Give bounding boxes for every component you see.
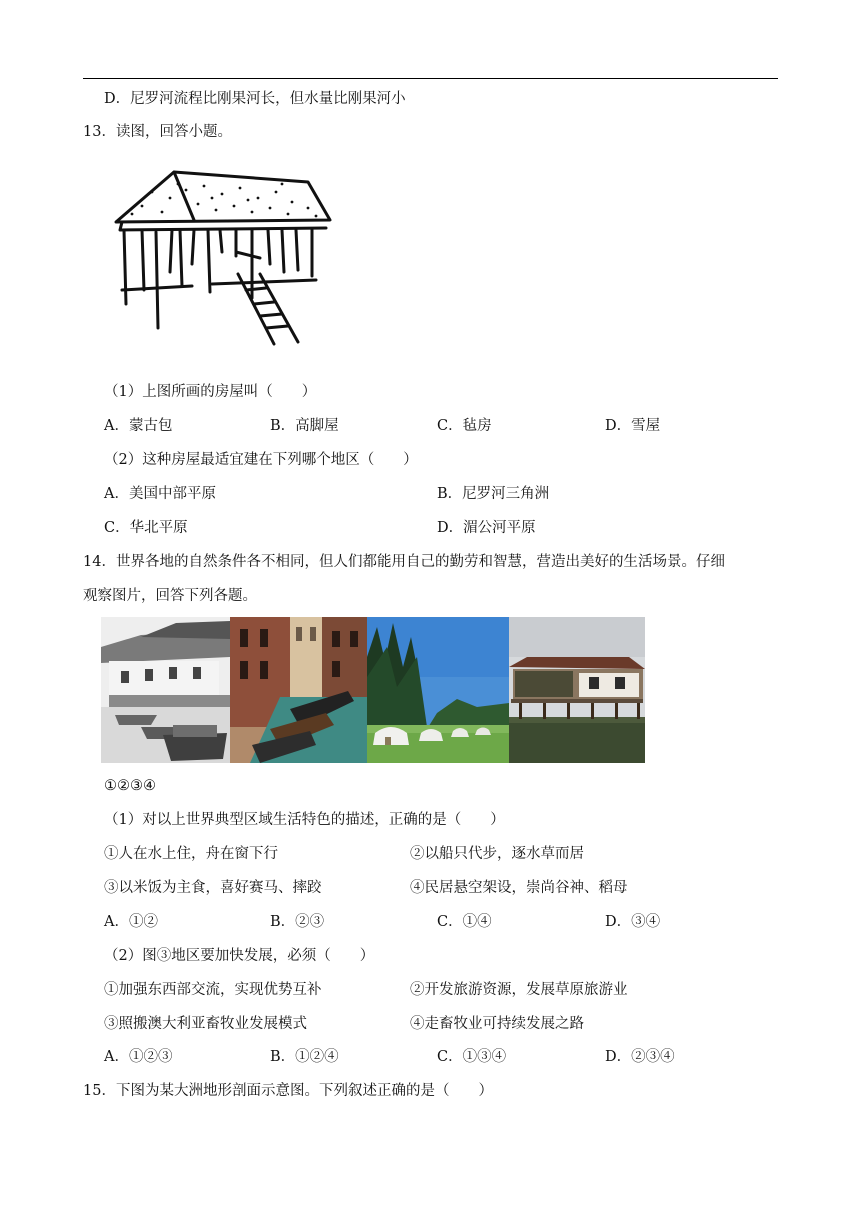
q15-stem: 15．下图为某大洲地形剖面示意图。下列叙述正确的是（ ）: [83, 1083, 493, 1099]
q14-sub1-statement-1: ①人在水上住，舟在窗下行: [104, 846, 278, 862]
q14-sub1-option-d: D．③④: [605, 914, 661, 930]
q14-sub1-option-a: A．①②: [104, 914, 158, 930]
q14-sub1-statement-4: ④民居悬空架设，崇尚谷神、稻母: [410, 880, 628, 896]
q13-sub2-prompt: （2）这种房屋最适宜建在下列哪个地区（ ）: [104, 452, 418, 468]
q14-sub2-option-c: C．①③④: [437, 1049, 507, 1065]
q14-sub1-statement-2: ②以船只代步，逐水草而居: [410, 846, 584, 862]
q14-sub1-prompt: （1）对以上世界典型区域生活特色的描述，正确的是（ ）: [104, 812, 505, 828]
q13-sub1-prompt: （1）上图所画的房屋叫（ ）: [104, 384, 317, 400]
photo-yurts-grassland: [367, 617, 509, 763]
photo-stilt-house-water: [509, 617, 645, 763]
q13-sub1-option-d: D．雪屋: [605, 418, 661, 434]
q13-sub2-option-a: A．美国中部平原: [104, 486, 216, 502]
q14-stem-line1: 14．世界各地的自然条件各不相同，但人们都能用自己的勤劳和智慧，营造出美好的生活场景。仔细: [83, 554, 725, 570]
q14-sub2-prompt: （2）图③地区要加快发展，必须（ ）: [104, 948, 375, 964]
photo-water-town: [101, 617, 230, 763]
q14-sub2-option-d: D．②③④: [605, 1049, 675, 1065]
q14-sub2-statement-1: ①加强东西部交流，实现优势互补: [104, 982, 322, 998]
header-rule: [83, 78, 778, 79]
q14-sub2-option-a: A．①②③: [104, 1049, 173, 1065]
q14-sub2-statement-4: ④走畜牧业可持续发展之路: [410, 1016, 584, 1032]
q14-sub1-option-c: C．①④: [437, 914, 492, 930]
q14-sub2-statement-3: ③照搬澳大利亚畜牧业发展模式: [104, 1016, 307, 1032]
q13-stem: 13．读图，回答小题。: [83, 124, 232, 140]
q14-photo-caption: ①②③④: [104, 778, 156, 794]
q14-stem-line2: 观察图片，回答下列各题。: [83, 588, 257, 604]
q13-sub2-option-b: B．尼罗河三角洲: [437, 486, 550, 502]
q14-sub1-option-b: B．②③: [270, 914, 325, 930]
q13-sub1-option-a: A．蒙古包: [104, 418, 173, 434]
q13-sub1-option-c: C．毡房: [437, 418, 492, 434]
q14-sub2-option-b: B．①②④: [270, 1049, 339, 1065]
q12-option-d: D．尼罗河流程比刚果河长，但水量比刚果河小: [104, 91, 406, 107]
q13-sub2-option-d: D．湄公河平原: [437, 520, 536, 536]
photo-venice-canal: [230, 617, 367, 763]
q13-sub1-option-b: B．高脚屋: [270, 418, 339, 434]
q14-sub2-statement-2: ②开发旅游资源，发展草原旅游业: [410, 982, 628, 998]
q13-sub2-option-c: C．华北平原: [104, 520, 188, 536]
stilt-house-sketch: [112, 168, 334, 356]
q14-sub1-statement-3: ③以米饭为主食，喜好赛马、摔跤: [104, 880, 322, 896]
